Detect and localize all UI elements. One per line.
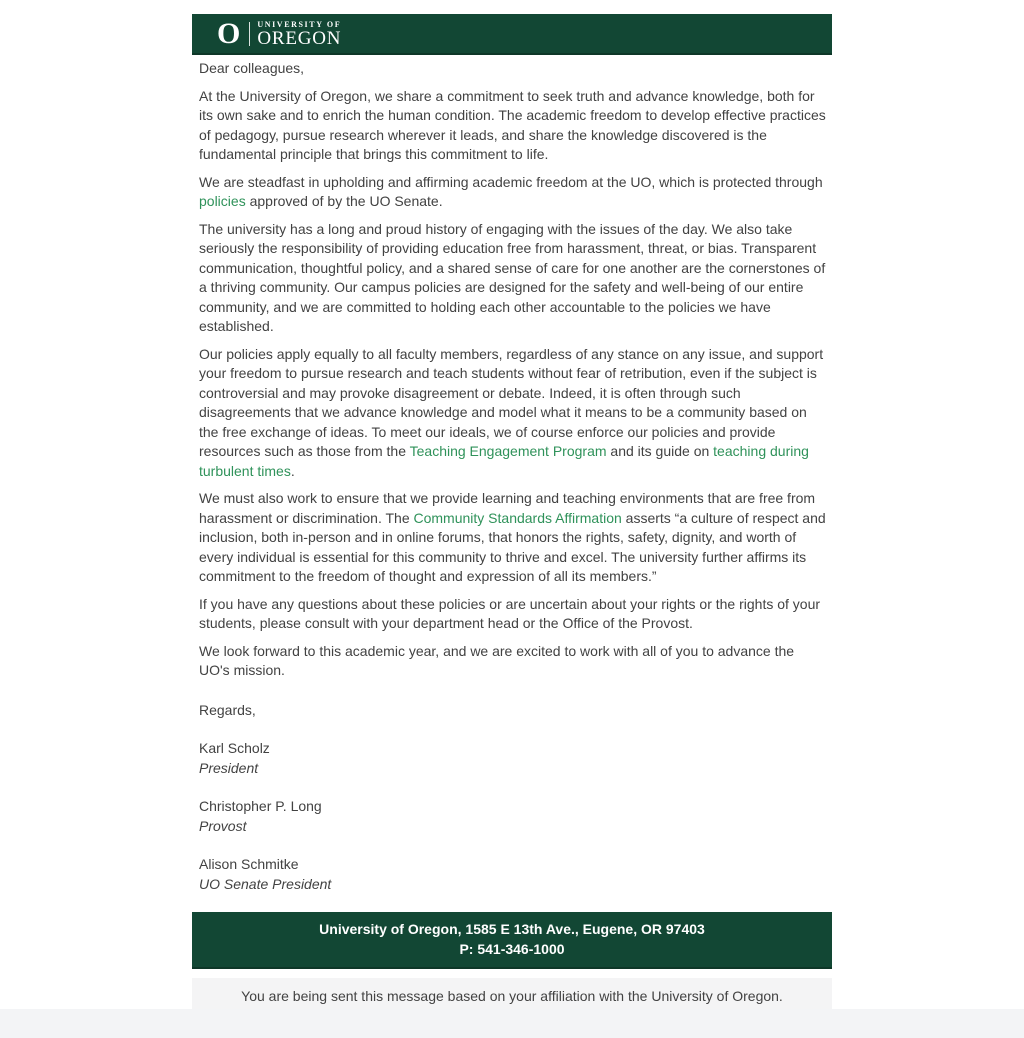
- footer-address: University of Oregon, 1585 E 13th Ave., Eugene, OR 97403: [319, 921, 705, 937]
- signature-title: President: [199, 759, 259, 776]
- paragraph: [199, 220, 827, 337]
- paragraph: [199, 595, 827, 634]
- paragraph-text: approved of by the UO Senate.: [245, 193, 443, 209]
- signature-title: UO Senate President: [199, 875, 332, 892]
- paragraph: [199, 642, 827, 681]
- paragraph-text: We look forward to this academic year, and we are excited to work with all of you to advance the UO's mission.: [199, 642, 795, 678]
- paragraph-text: asserts “a culture of respect and inclusion, both in-person and in online forums, that honors the rights, safety, dignity, and worth of every individual is essential for this community to thrive and excel. The university further affirms its commitment to the freedom of thought and expression of all its members.”: [199, 509, 826, 584]
- closing: Regards,: [199, 701, 256, 718]
- signature-block: [199, 855, 827, 894]
- email-body-column: [192, 14, 832, 1014]
- header-bar: [192, 14, 832, 55]
- footer-bar: [192, 912, 832, 969]
- signature-block: [199, 739, 827, 778]
- paragraph-text: We must also work to ensure that we provide learning and teaching environments that are free from harassment or discrimination. The: [199, 490, 816, 526]
- signature-title: Provost: [199, 817, 247, 834]
- paragraphs-container: [199, 87, 827, 681]
- logo-wordmark: [257, 21, 341, 47]
- paragraph: [199, 489, 827, 587]
- logo-divider: [249, 22, 250, 46]
- community-standards-affirmation-link[interactable]: Community Standards Affirmation: [413, 509, 622, 526]
- signature-block: [199, 797, 827, 836]
- paragraph-text: The university has a long and proud history of engaging with the issues of the day. We also take seriously the responsibility of providing education free from harassment, threat, or bias. Transparent communication, thoughtful policy, and a shared sense of care for one another are the cornerstones of a thriving community. Our campus policies are designed for the safety and well-being of our entire community, and we are committed to holding each other accountable to the policies we have established.: [199, 220, 826, 334]
- teaching-engagement-program-link[interactable]: Teaching Engagement Program: [409, 443, 607, 459]
- salutation: Dear colleagues,: [199, 60, 305, 76]
- policies-link[interactable]: policies: [199, 193, 246, 209]
- paragraph-text: If you have any questions about these policies or are uncertain about your rights or the rights of your students, please consult with your department head or the Office of the Provost.: [199, 595, 821, 631]
- logo-university-of-text: UNIVERSITY OF: [257, 19, 342, 29]
- paragraph-text: .: [290, 462, 295, 479]
- signature-name: Alison Schmitke: [199, 856, 299, 872]
- paragraph: [199, 87, 827, 165]
- signature-name: Christopher P. Long: [199, 798, 322, 814]
- paragraph-text: and its guide on: [606, 443, 714, 459]
- paragraph-text: We are steadfast in upholding and affirming academic freedom at the UO, which is protected through: [199, 173, 823, 190]
- footer-phone: P: 541-346-1000: [459, 940, 565, 957]
- paragraph: [199, 173, 827, 212]
- paragraph: [199, 345, 827, 482]
- signatures-container: [199, 739, 827, 894]
- letter-body: [192, 55, 832, 894]
- paragraph-text: Our policies apply equally to all faculty members, regardless of any stance on any issue, and support your freedom to pursue research and teach students without fear of retribution, even if the subject is controversial and may provoke disagreement or debate. Indeed, it is often through such disagreements that we advance knowledge and model what it means to be a community based on the free exchange of ideas. To meet our ideals, we of course enforce our policies and provide resources such as those from the: [199, 345, 824, 459]
- teaching-during-turbulent-times-link[interactable]: teaching during turbulent times: [199, 443, 809, 479]
- logo-oregon-text: OREGON: [257, 27, 342, 49]
- university-of-oregon-logo: [217, 16, 342, 50]
- uo-logo-o-icon: O: [217, 16, 241, 50]
- paragraph-text: At the University of Oregon, we share a commitment to seek truth and advance knowledge, both for its own sake and to enrich the human condition. The academic freedom to develop effective practices of pedagogy, pursue research wherever it leads, and share the knowledge discovered is the fundamental principle that brings this commitment to life.: [199, 87, 826, 162]
- affiliation-note: You are being sent this message based on your affiliation with the University of Oregon.: [241, 988, 783, 1004]
- signature-name: Karl Scholz: [199, 740, 270, 756]
